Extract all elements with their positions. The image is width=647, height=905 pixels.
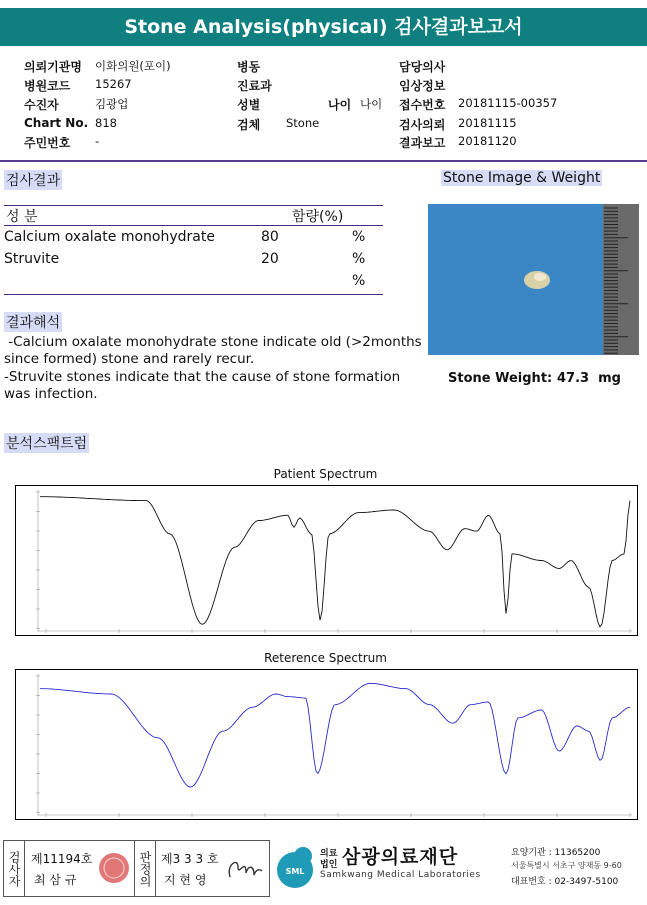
- component-unit: %: [352, 251, 366, 267]
- info-label: 진료과: [237, 79, 272, 93]
- info-value: Stone: [286, 116, 320, 130]
- info-label: 주민번호: [24, 136, 71, 150]
- component-value: 80: [261, 229, 279, 245]
- reference-spectrum-chart: [15, 669, 638, 820]
- seal-stamp: [98, 852, 130, 884]
- org-logo: [273, 844, 317, 890]
- component-unit: %: [352, 273, 366, 289]
- org-phone: 대표번호 : 02-3497-5100: [511, 877, 619, 887]
- patient-spectrum-line: [40, 497, 630, 627]
- results-heading: 검사결과: [4, 170, 62, 190]
- examiner-name: 최 삼 규: [34, 873, 77, 887]
- info-label: 검사의뢰: [399, 118, 446, 132]
- stone-heading: Stone Image & Weight: [443, 170, 601, 186]
- column-header-content: 함량(%): [292, 209, 344, 225]
- reviewer-number: 제3 3 3 호: [161, 852, 219, 866]
- reference-spectrum-svg: [16, 670, 637, 819]
- info-label: 병동: [237, 60, 261, 74]
- org-name-english: Samkwang Medical Laboratories: [320, 870, 481, 880]
- interpretation-line: since formed) stone and rarely recur.: [4, 351, 255, 367]
- org-prefix: 의료: [320, 849, 338, 859]
- info-value: 나이: [360, 97, 383, 111]
- reviewer-name: 지 현 영: [164, 873, 207, 887]
- interpretation-line: -Calcium oxalate monohydrate stone indicate old (>2months: [4, 334, 422, 350]
- reference-spectrum-line: [40, 683, 630, 787]
- info-value: 20181115-00357: [458, 96, 558, 110]
- component-value: 20: [261, 251, 279, 267]
- patient-spectrum-title: Patient Spectrum: [273, 467, 378, 481]
- info-label: Chart No.: [24, 116, 89, 130]
- footer-signature-box: [3, 840, 270, 897]
- stone-photo: [428, 204, 639, 355]
- info-label: 담당의사: [399, 60, 446, 74]
- component-name: Struvite: [4, 251, 60, 267]
- org-address: 서울특별시 서초구 양재동 9-60: [511, 861, 622, 870]
- spectrum-heading: 분석스팩트럼: [4, 433, 89, 453]
- stone-weight-label: Stone Weight:: [448, 371, 553, 386]
- info-value: 이화의원(포이): [95, 59, 171, 73]
- info-label: 의뢰기관명: [24, 60, 82, 74]
- logo-text: SML: [285, 867, 305, 876]
- org-name: 삼광의료재단: [342, 846, 459, 868]
- stone-photo-graphic: [428, 204, 639, 355]
- info-value: 15267: [95, 77, 132, 91]
- patient-spectrum-chart: [15, 485, 638, 636]
- patient-spectrum-svg: [16, 486, 637, 635]
- interpretation-line: -Struvite stones indicate that the cause of stone formation: [4, 369, 401, 385]
- examiner-number: 제11194호: [31, 852, 93, 866]
- info-block: [0, 50, 647, 160]
- info-label: 나이: [328, 98, 352, 112]
- signature-mark: [224, 851, 264, 891]
- stone-weight-value: 47.3 mg: [557, 371, 621, 386]
- report-title: Stone Analysis(physical) 검사결과보고서: [0, 8, 647, 46]
- info-label: 수진자: [24, 98, 59, 112]
- table-header-rule: [4, 225, 383, 226]
- info-value: 20181120: [458, 134, 517, 148]
- examiner-label: 검사자: [4, 841, 25, 896]
- org-prefix: 법인: [320, 860, 338, 870]
- reference-spectrum-title: Reterence Spectrum: [264, 651, 387, 665]
- component-name: Calcium oxalate monohydrate: [4, 229, 215, 245]
- info-label: 결과보고: [399, 136, 446, 150]
- info-label: 병원코드: [24, 79, 71, 93]
- info-value: 818: [95, 116, 117, 130]
- info-value: 20181115: [458, 116, 517, 130]
- header-divider: [0, 160, 647, 162]
- reviewer-label: 판정의: [134, 841, 156, 896]
- info-label: 임상정보: [399, 79, 446, 93]
- table-bottom-rule: [4, 294, 383, 295]
- column-header-component: 성 분: [6, 209, 38, 225]
- info-value: -: [95, 134, 100, 148]
- component-unit: %: [352, 229, 366, 245]
- info-label: 접수번호: [399, 98, 446, 112]
- info-value: 김광업: [95, 97, 129, 111]
- interpretation-line: was infection.: [4, 386, 98, 402]
- interpretation-heading: 결과해석: [4, 312, 62, 332]
- info-label: 검체: [237, 118, 261, 132]
- info-label: 성별: [237, 98, 261, 112]
- org-code: 요양기관 : 11365200: [511, 848, 601, 858]
